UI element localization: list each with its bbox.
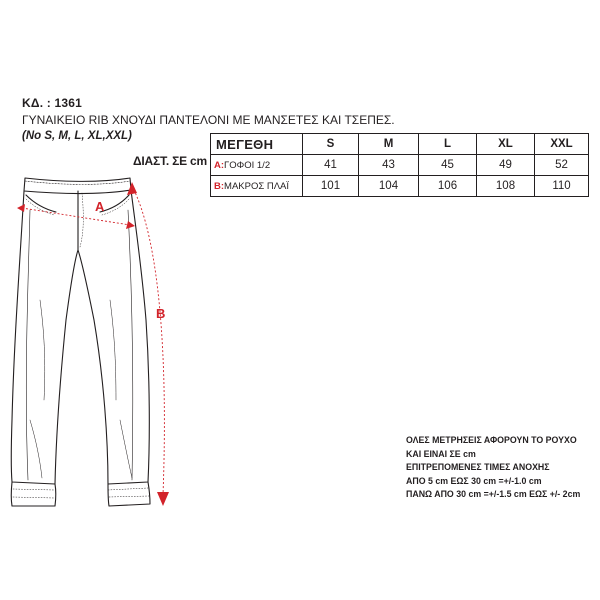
table-cell: 49 xyxy=(477,155,535,176)
table-cell: 101 xyxy=(303,176,359,197)
size-header-cell: XXL xyxy=(535,134,589,155)
measure-a-label: A xyxy=(95,199,105,214)
measure-b-line xyxy=(127,182,169,506)
row-name: ΜΑΚΡΟΣ ΠΛΑΪ xyxy=(224,180,290,192)
size-header-cell: L xyxy=(419,134,477,155)
table-cell: 104 xyxy=(359,176,419,197)
right-side-seam xyxy=(128,210,133,480)
note-line: ΠΑΝΩ ΑΠΟ 30 cm =+/-1.5 cm ΕΩΣ +/- 2cm xyxy=(406,489,581,500)
table-cell: 108 xyxy=(477,176,535,197)
left-cuff-rib xyxy=(13,489,54,498)
tolerance-notes xyxy=(406,434,580,502)
table-cell: 106 xyxy=(419,176,477,197)
fold-line xyxy=(110,300,116,400)
size-header-cell: M xyxy=(359,134,419,155)
fold-line xyxy=(120,420,132,478)
pants-outline xyxy=(11,190,149,484)
row-letter: A: xyxy=(214,159,225,171)
product-title: ΓΥΝΑΙΚΕΙΟ RIB ΧΝΟΥΔΙ ΠΑΝΤΕΛΟΝΙ ΜΕ ΜΑΝΣΕΤΕΣ ΚΑΙ ΤΣΕΠΕΣ. xyxy=(22,113,395,127)
available-sizes-note: (No S, M, L, XL,XXL) xyxy=(22,130,132,142)
table-cell: 45 xyxy=(419,155,477,176)
size-header-cell: S xyxy=(303,134,359,155)
right-cuff xyxy=(108,482,150,506)
table-cell: 52 xyxy=(535,155,589,176)
table-cell: 110 xyxy=(535,176,589,197)
table-cell: 41 xyxy=(303,155,359,176)
left-side-seam xyxy=(26,210,30,480)
size-header-cell: XL xyxy=(477,134,535,155)
row-letter: B: xyxy=(214,180,225,192)
left-cuff xyxy=(11,482,56,506)
product-code: ΚΔ. : 1361 xyxy=(22,96,82,110)
dimensions-unit-label: ΔΙΑΣΤ. ΣΕ cm xyxy=(133,154,207,168)
note-line: ΕΠΙΤΡΕΠΟΜΕΝΕΣ ΤΙΜΕΣ ΑΝΟΧΗΣ xyxy=(406,462,550,473)
fold-line xyxy=(30,420,42,478)
sizes-heading: ΜΕΓΕΘΗ xyxy=(211,134,303,155)
fly-stitch xyxy=(80,193,83,247)
row-name: ΓΟΦΟΙ 1/2 xyxy=(224,159,271,171)
measure-a-line xyxy=(17,204,135,229)
note-line: ΑΠΟ 5 cm ΕΩΣ 30 cm =+/-1.0 cm xyxy=(406,475,542,486)
table-cell: 43 xyxy=(359,155,419,176)
measure-b-label: B xyxy=(156,306,166,321)
right-pocket-stitch xyxy=(102,199,129,215)
note-line: ΟΛΕΣ ΜΕΤΡΗΣΕΙΣ ΑΦΟΡΟΥΝ ΤΟ ΡΟΥΧΟ xyxy=(406,435,577,445)
note-line: ΚΑΙ ΕΙΝΑΙ ΣΕ cm xyxy=(406,448,476,459)
right-cuff-rib xyxy=(108,488,149,497)
fold-line xyxy=(40,300,45,400)
